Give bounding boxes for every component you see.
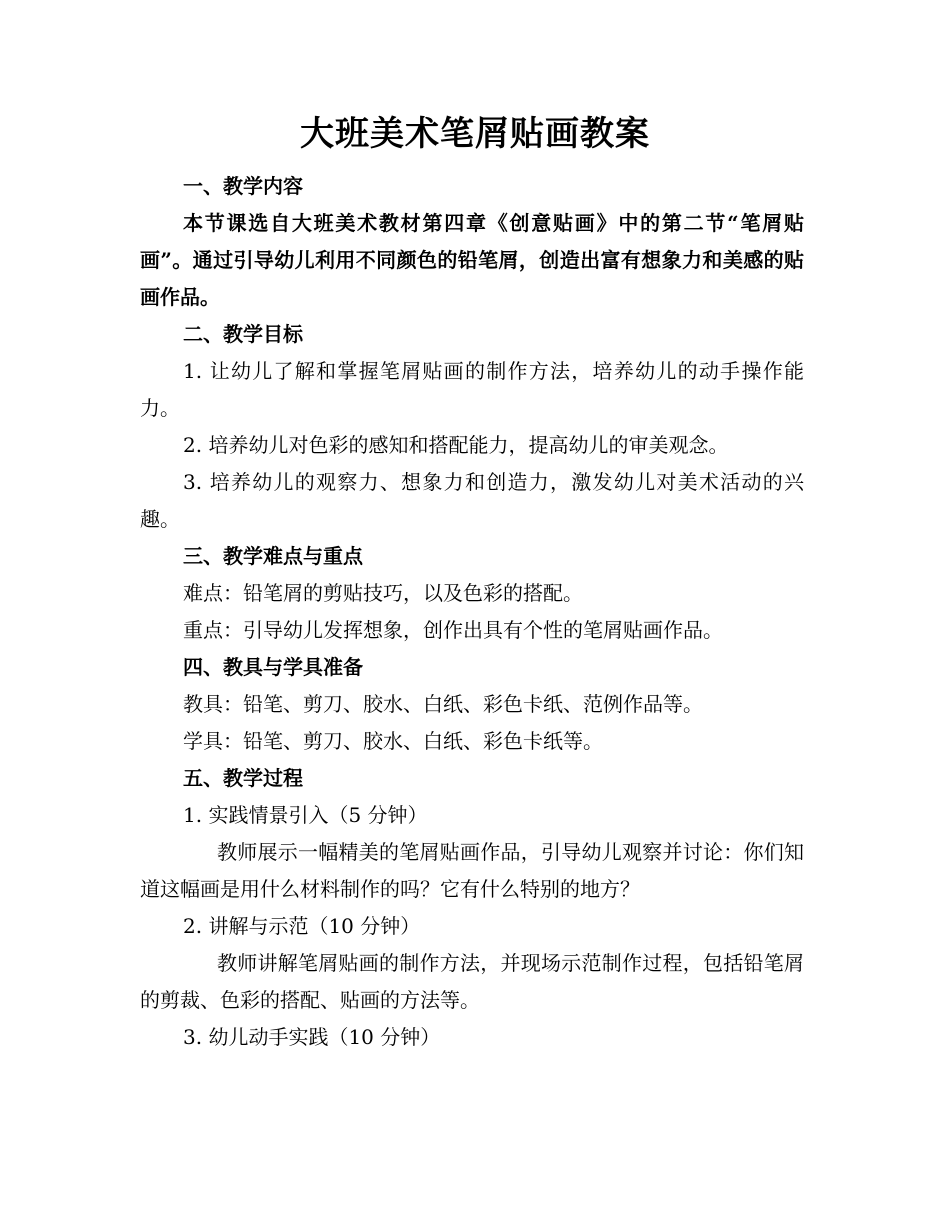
- student-tools-paragraph: 学具：铅笔、剪刀、胶水、白纸、彩色卡纸等。: [183, 729, 603, 753]
- difficulty-paragraph: 难点：铅笔屑的剪贴技巧，以及色彩的搭配。: [183, 581, 583, 605]
- key-point-paragraph: 重点：引导幼儿发挥想象，创作出具有个性的笔屑贴画作品。: [183, 618, 723, 642]
- goal-item-1: 1. 让幼儿了解和掌握笔屑贴画的制作方法，培养幼儿的动手操作能力。: [140, 359, 804, 420]
- section-content-paragraph: 本节课选自大班美术教材第四章《创意贴画》中的第二节“笔屑贴画”。通过引导幼儿利用不同颜色的铅笔屑，创造出富有想象力和美感的贴画作品。: [140, 211, 804, 309]
- section-heading-content: 一、教学内容: [183, 174, 303, 198]
- goal-item-2: 2. 培养幼儿对色彩的感知和搭配能力，提高幼儿的审美观念。: [183, 433, 729, 457]
- section-heading-goals: 二、教学目标: [183, 322, 303, 346]
- process-step-2-label: 2. 讲解与示范（10 分钟）: [183, 914, 421, 938]
- goal-item-3: 3. 培养幼儿的观察力、想象力和创造力，激发幼儿对美术活动的兴趣。: [140, 470, 804, 531]
- section-heading-difficulties: 三、教学难点与重点: [183, 544, 363, 568]
- section-heading-process: 五、教学过程: [183, 766, 303, 790]
- document-title: 大班美术笔屑贴画教案: [300, 114, 650, 154]
- process-step-1-label: 1. 实践情景引入（5 分钟）: [183, 803, 428, 827]
- process-step-3-label: 3. 幼儿动手实践（10 分钟）: [183, 1025, 441, 1049]
- teacher-tools-paragraph: 教具：铅笔、剪刀、胶水、白纸、彩色卡纸、范例作品等。: [183, 692, 703, 716]
- process-step-1-body: 教师展示一幅精美的笔屑贴画作品，引导幼儿观察并讨论：你们知道这幅画是用什么材料制作的吗？它有什么特别的地方？: [140, 840, 804, 901]
- process-step-2-body: 教师讲解笔屑贴画的制作方法，并现场示范制作过程，包括铅笔屑的剪裁、色彩的搭配、贴画的方法等。: [140, 951, 804, 1012]
- document-body: [140, 168, 804, 1056]
- section-heading-materials: 四、教具与学具准备: [183, 655, 363, 679]
